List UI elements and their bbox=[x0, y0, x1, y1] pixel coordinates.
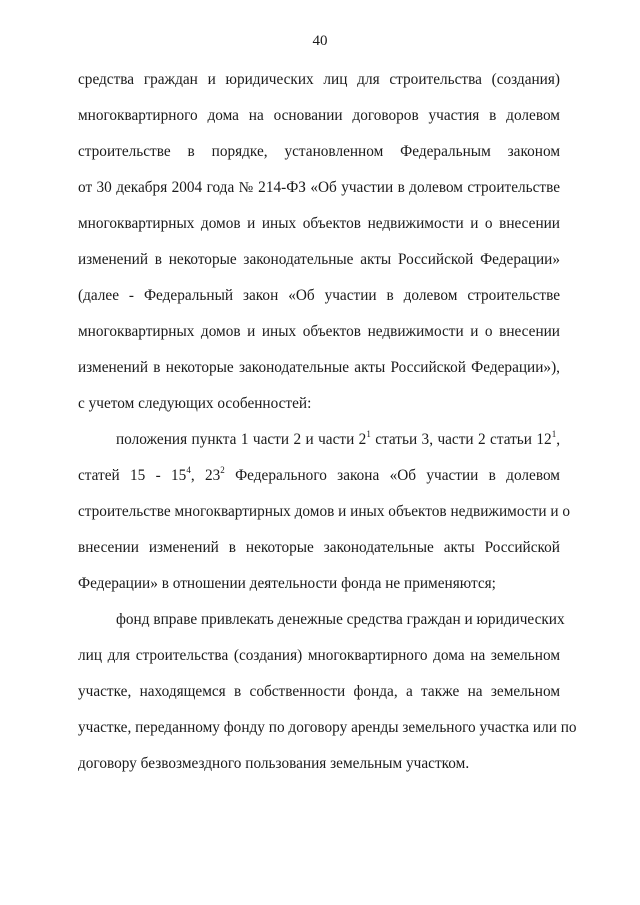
text-line-5 bbox=[78, 214, 560, 234]
text-segment: участке, находящемся в собственности фонда, а также на земельном bbox=[78, 683, 560, 700]
page-number: 40 bbox=[312, 33, 328, 49]
text-line-1 bbox=[78, 70, 560, 90]
superscript: 2 bbox=[220, 464, 225, 475]
text-segment: , bbox=[556, 431, 561, 448]
text-segment: Федерации» в отношении деятельности фонда не применяются; bbox=[78, 575, 496, 592]
text-line-14 bbox=[78, 538, 560, 558]
text-line-8 bbox=[78, 322, 560, 342]
text-segment: статьи 3, части 2 статьи 12 bbox=[370, 431, 552, 448]
text-segment: многоквартирных домов и иных объектов недвижимости и о внесении bbox=[78, 215, 560, 232]
text-segment: изменений в некоторые законодательные акты Российской Федерации» bbox=[78, 251, 560, 268]
text-line-3 bbox=[78, 142, 560, 162]
text-line-10 bbox=[78, 394, 560, 414]
text-segment: изменений в некоторые законодательные акты Российской Федерации»), bbox=[78, 359, 560, 376]
text-line-19 bbox=[78, 718, 577, 738]
superscript: 4 bbox=[186, 464, 191, 475]
text-segment: (далее - Федеральный закон «Об участии в долевом строительстве bbox=[78, 287, 560, 304]
text-line-6 bbox=[78, 250, 560, 270]
text-line-9 bbox=[78, 358, 560, 378]
text-segment: , 23 bbox=[190, 467, 221, 484]
text-line-2 bbox=[78, 106, 560, 126]
text-segment: строительстве многоквартирных домов и иных объектов недвижимости и о bbox=[78, 503, 571, 520]
text-segment: положения пункта 1 части 2 и части 2 bbox=[116, 431, 367, 448]
text-line-11 bbox=[116, 430, 560, 450]
text-segment: средства граждан и юридических лиц для строительства (создания) bbox=[78, 71, 560, 88]
text-segment: фонд вправе привлекать денежные средства граждан и юридических bbox=[116, 611, 565, 628]
text-segment: многоквартирного дома на основании договоров участия в долевом bbox=[78, 107, 560, 124]
text-line-18 bbox=[78, 682, 560, 702]
text-line-17 bbox=[78, 646, 560, 666]
text-segment: лиц для строительства (создания) многоквартирного дома на земельном bbox=[78, 647, 560, 664]
text-segment: многоквартирных домов и иных объектов недвижимости и о внесении bbox=[78, 323, 560, 340]
text-line-13 bbox=[78, 502, 571, 522]
superscript: 1 bbox=[551, 428, 557, 439]
text-line-7 bbox=[78, 286, 560, 306]
text-segment: внесении изменений в некоторые законодательные акты Российской bbox=[78, 539, 560, 556]
text-line-16 bbox=[116, 610, 565, 630]
text-segment: Федерального закона «Об участии в долевом bbox=[224, 467, 560, 484]
text-segment: договору безвозмездного пользования земельным участком. bbox=[78, 755, 470, 772]
text-segment: участке, переданному фонду по договору аренды земельного участка или по bbox=[78, 719, 577, 736]
text-segment: с учетом следующих особенностей: bbox=[78, 395, 312, 412]
text-segment: строительстве в порядке, установленном Федеральным законом bbox=[78, 143, 560, 160]
text-line-15 bbox=[78, 574, 560, 594]
text-line-4 bbox=[78, 178, 560, 198]
text-segment: статей 15 - 15 bbox=[78, 467, 187, 484]
text-segment: от 30 декабря 2004 года № 214-ФЗ «Об участии в долевом строительстве bbox=[78, 179, 560, 196]
text-line-12 bbox=[78, 466, 560, 486]
superscript: 1 bbox=[366, 428, 371, 439]
text-line-20 bbox=[78, 754, 560, 774]
